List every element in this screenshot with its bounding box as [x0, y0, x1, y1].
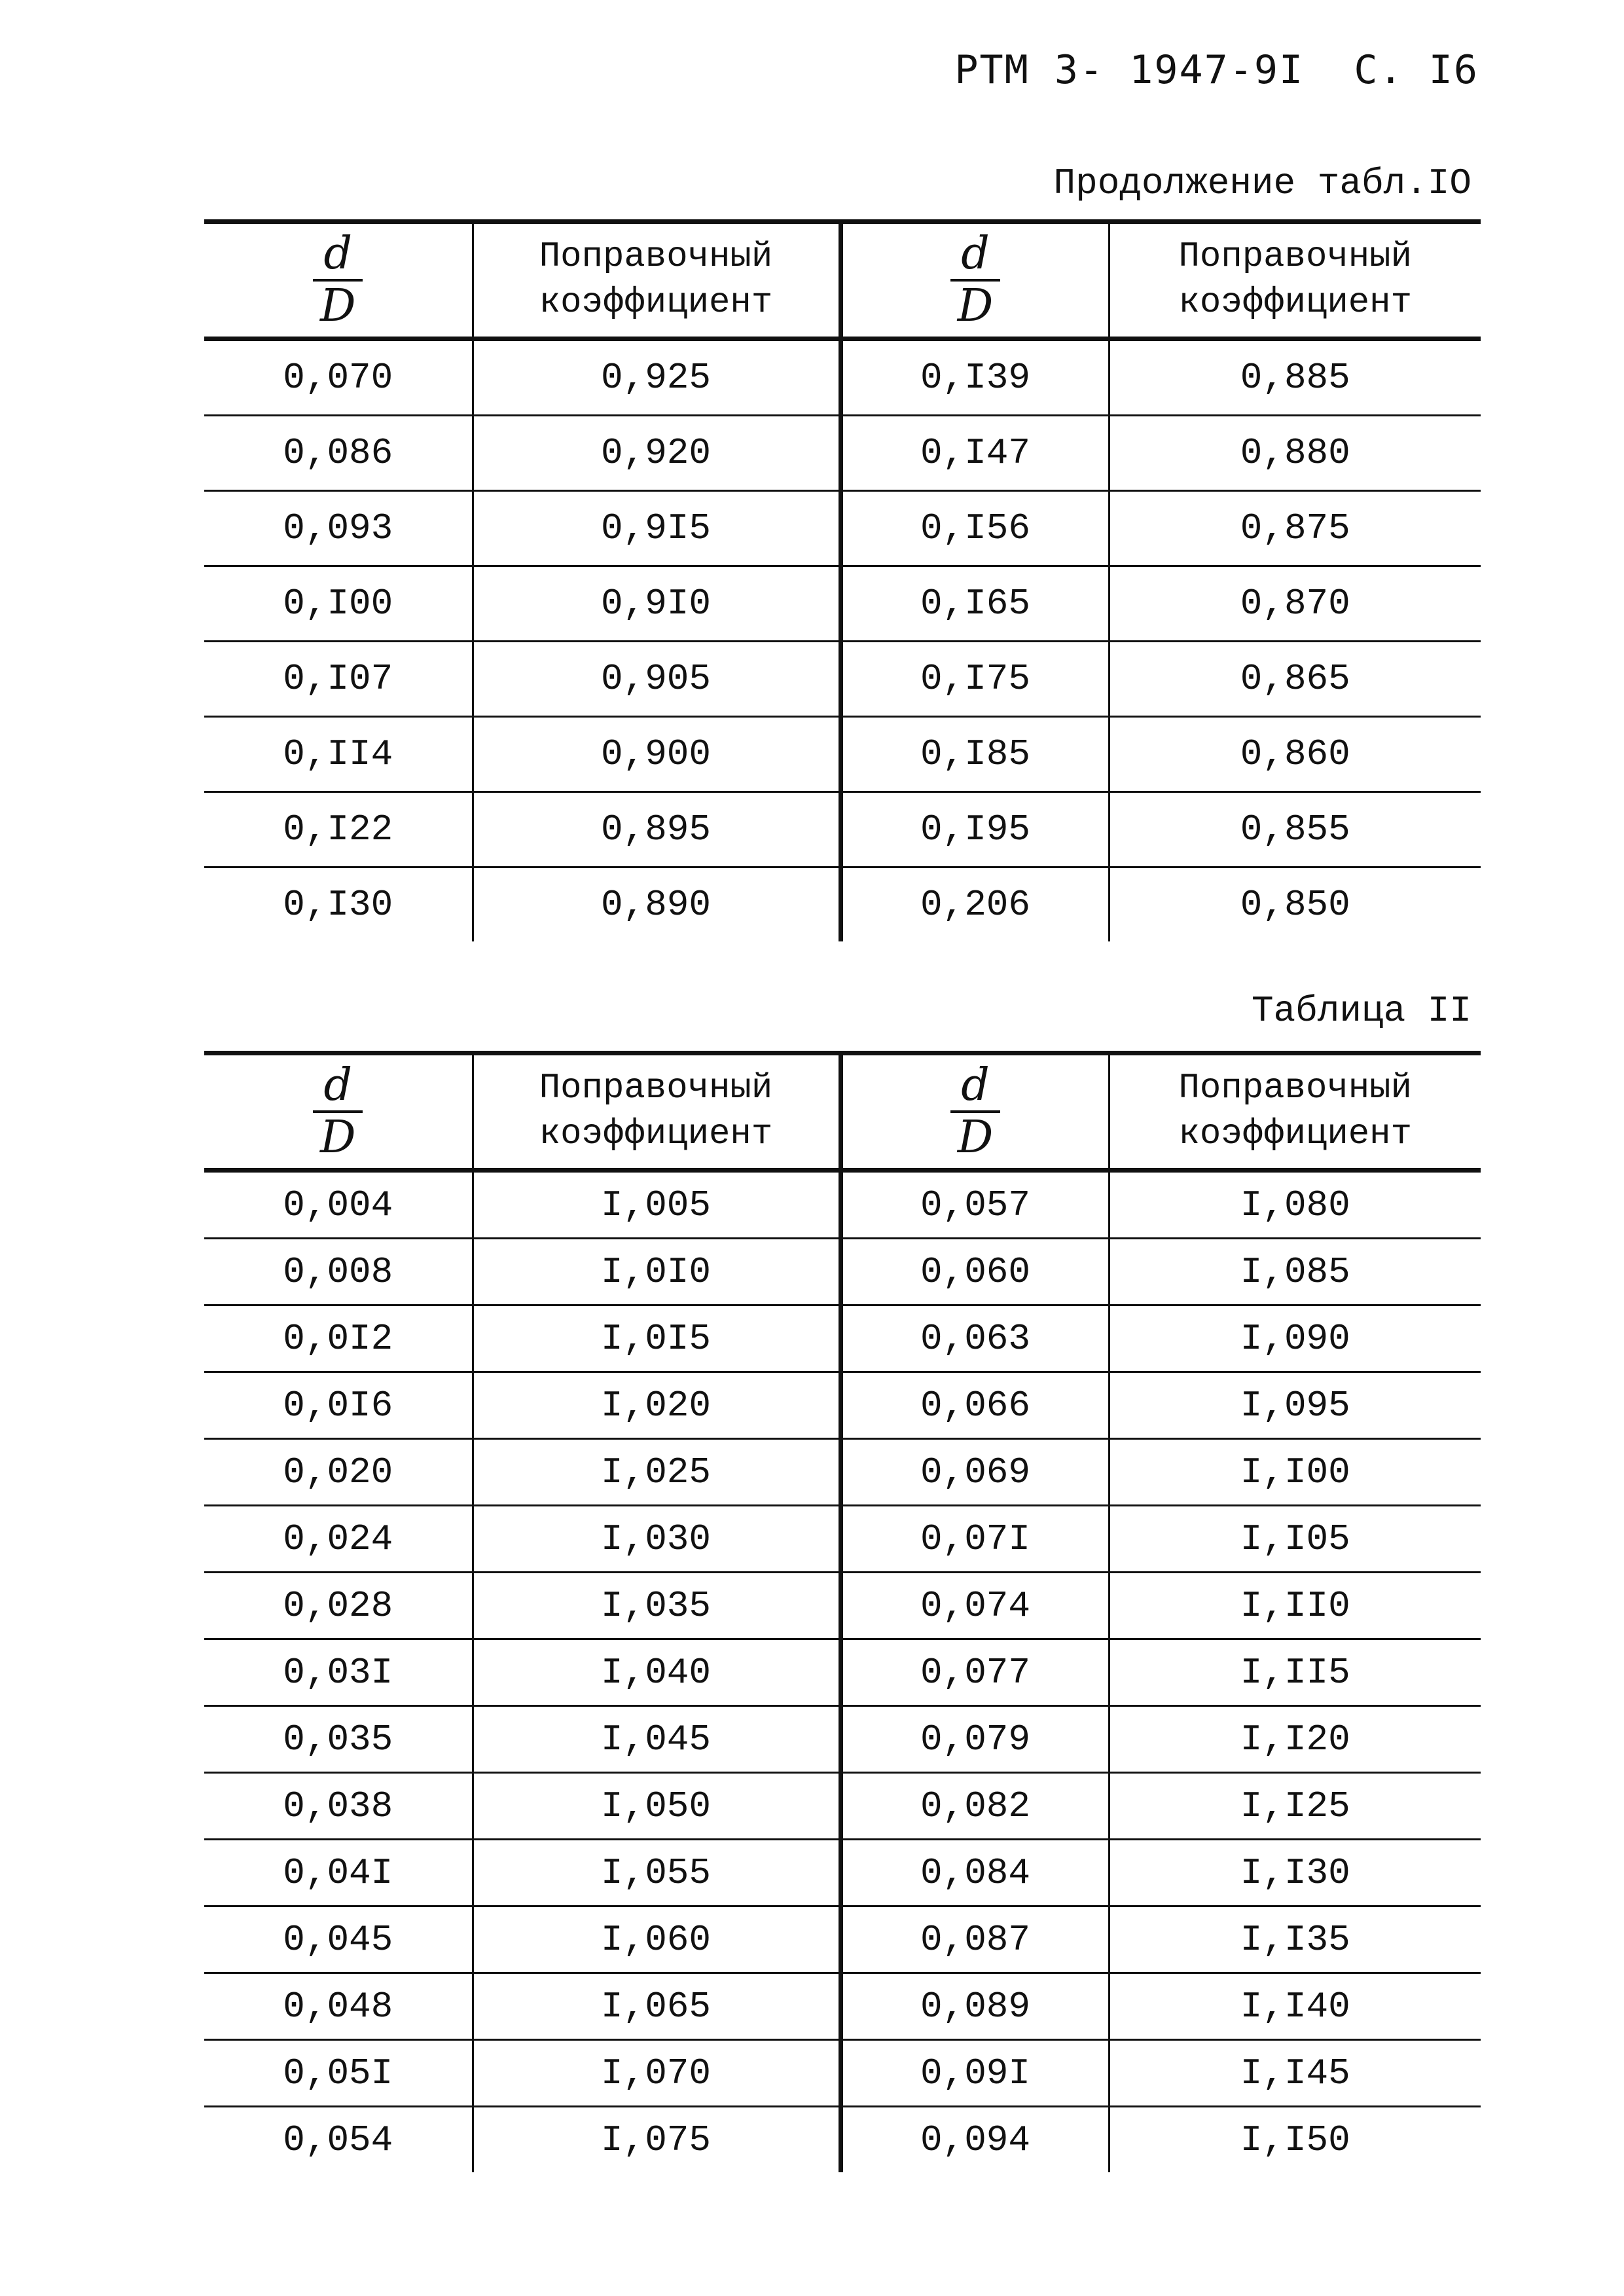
coefficient-cell: I,I00: [1109, 1439, 1481, 1506]
table-row: [204, 1973, 1481, 2040]
coefficient-cell: 0,900: [473, 717, 840, 792]
ratio-header: [840, 1053, 1109, 1171]
table-header-row: [204, 1053, 1481, 1171]
table-11-caption: Таблица II: [1251, 990, 1471, 1032]
coefficient-cell: I,II0: [1109, 1573, 1481, 1639]
coefficient-label-line2: коэффициент: [1178, 283, 1412, 323]
ratio-fraction: [950, 228, 1000, 332]
ratio-cell: 0,028: [204, 1573, 473, 1639]
ratio-header: [204, 222, 473, 339]
ratio-cell: 0,09I: [840, 2040, 1109, 2107]
coefficient-cell: I,035: [473, 1573, 840, 1639]
coefficient-cell: I,075: [473, 2107, 840, 2173]
table-row: [204, 642, 1481, 717]
ratio-cell: 0,I95: [840, 792, 1109, 867]
coefficient-cell: I,0I5: [473, 1305, 840, 1372]
ratio-cell: 0,035: [204, 1706, 473, 1773]
ratio-cell: 0,I65: [840, 566, 1109, 642]
table-row: [204, 1372, 1481, 1439]
coefficient-cell: 0,870: [1109, 566, 1481, 642]
ratio-cell: 0,I07: [204, 642, 473, 717]
table-row: [204, 566, 1481, 642]
table-row: [204, 1840, 1481, 1906]
coefficient-header: [1109, 1053, 1481, 1171]
ratio-cell: 0,093: [204, 491, 473, 566]
table-row: [204, 2040, 1481, 2107]
coefficient-cell: I,030: [473, 1506, 840, 1573]
coefficient-cell: I,I50: [1109, 2107, 1481, 2173]
table-row: [204, 339, 1481, 416]
ratio-cell: 0,05I: [204, 2040, 473, 2107]
ratio-cell: 0,054: [283, 2119, 393, 2161]
table-row: [204, 717, 1481, 792]
table-row: [204, 867, 1481, 942]
ratio-cell: 0,I00: [204, 566, 473, 642]
coefficient-cell: I,070: [473, 2040, 840, 2107]
coefficient-cell: 0,925: [473, 339, 840, 416]
ratio-cell: 0,084: [840, 1840, 1109, 1906]
table-row: [204, 2107, 1481, 2173]
table-header-row: [204, 222, 1481, 339]
coefficient-label: [1179, 234, 1412, 326]
table-row: [204, 1573, 1481, 1639]
coefficient-cell: I,I45: [1109, 2040, 1481, 2107]
coefficient-cell: I,095: [1109, 1372, 1481, 1439]
coefficient-label-line1: Поправочный: [539, 236, 773, 277]
coefficient-cell: I,060: [473, 1906, 840, 1973]
ratio-cell: 0,024: [204, 1506, 473, 1573]
table-11: [204, 1051, 1481, 2172]
ratio-numerator: d: [950, 1063, 1000, 1113]
page-header: [954, 47, 1479, 93]
coefficient-label-line1: Поправочный: [539, 1068, 773, 1108]
ratio-cell: 0,I22: [204, 792, 473, 867]
table-row: [204, 1171, 1481, 1239]
coefficient-cell: I,050: [473, 1773, 840, 1840]
coefficient-cell: I,I25: [1109, 1773, 1481, 1840]
ratio-cell: 0,0I6: [204, 1372, 473, 1439]
coefficient-label-line1: Поправочный: [1178, 1068, 1412, 1108]
ratio-cell: 0,077: [840, 1639, 1109, 1706]
ratio-denominator: D: [957, 1112, 994, 1163]
coefficient-cell: I,065: [473, 1973, 840, 2040]
ratio-cell: 0,I39: [840, 339, 1109, 416]
coefficient-cell: I,I30: [1109, 1840, 1481, 1906]
coefficient-cell: I,045: [473, 1706, 840, 1773]
ratio-cell: 0,060: [840, 1239, 1109, 1305]
coefficient-cell: 0,860: [1109, 717, 1481, 792]
table-body: [204, 1171, 1481, 2173]
coefficient-cell: I,I35: [1109, 1906, 1481, 1973]
coefficient-cell: 0,850: [1109, 867, 1481, 942]
ratio-header: [204, 1053, 473, 1171]
ratio-cell: 0,I47: [840, 416, 1109, 491]
ratio-cell: 0,089: [840, 1973, 1109, 2040]
page-number: С. I6: [1354, 47, 1479, 93]
coefficient-cell: I,025: [473, 1439, 840, 1506]
coefficient-label-line2: коэффициент: [539, 283, 773, 323]
ratio-cell: 0,082: [840, 1773, 1109, 1840]
coefficient-header: [473, 222, 840, 339]
ratio-denominator: D: [319, 280, 356, 332]
coefficient-label: [539, 234, 772, 326]
ratio-cell: 0,048: [204, 1973, 473, 2040]
ratio-cell: 0,0I2: [204, 1305, 473, 1372]
coefficient-label-line2: коэффициент: [1178, 1114, 1412, 1154]
coefficient-label: [539, 1066, 772, 1157]
coefficient-cell: I,I05: [1109, 1506, 1481, 1573]
coefficient-cell: 0,890: [473, 867, 840, 942]
table-row: [204, 1639, 1481, 1706]
ratio-header: [840, 222, 1109, 339]
coefficient-cell: I,0I0: [473, 1239, 840, 1305]
ratio-cell: 0,206: [840, 867, 1109, 942]
coefficient-cell: 0,875: [1109, 491, 1481, 566]
coefficient-label-line1: Поправочный: [1178, 236, 1412, 277]
ratio-cell: 0,070: [204, 339, 473, 416]
coefficient-label: [1179, 1066, 1412, 1157]
coefficient-cell: I,055: [473, 1840, 840, 1906]
ratio-cell: 0,020: [204, 1439, 473, 1506]
table-row: [204, 1506, 1481, 1573]
ratio-cell: 0,03I: [204, 1639, 473, 1706]
ratio-cell: 0,063: [840, 1305, 1109, 1372]
ratio-cell: 0,04I: [204, 1840, 473, 1906]
coefficient-cell: I,II5: [1109, 1639, 1481, 1706]
ratio-cell: 0,079: [840, 1706, 1109, 1773]
coefficient-cell: 0,855: [1109, 792, 1481, 867]
table-row: [204, 491, 1481, 566]
coefficient-cell: 0,865: [1109, 642, 1481, 717]
ratio-cell: 0,086: [204, 416, 473, 491]
ratio-cell: 0,094: [840, 2107, 1109, 2173]
coefficient-cell: I,I40: [1109, 1973, 1481, 2040]
ratio-cell: 0,045: [204, 1906, 473, 1973]
ratio-fraction: [313, 1059, 363, 1163]
table-row: [204, 1305, 1481, 1372]
coefficient-label-line2: коэффициент: [539, 1114, 773, 1154]
ratio-fraction: [950, 1059, 1000, 1163]
ratio-numerator: d: [950, 232, 1000, 282]
ratio-cell: 0,074: [840, 1573, 1109, 1639]
ratio-cell: 0,087: [840, 1906, 1109, 1973]
coefficient-cell: I,085: [1109, 1239, 1481, 1305]
table-row: [204, 416, 1481, 491]
table-row: [204, 1906, 1481, 1973]
coefficient-cell: I,005: [473, 1171, 840, 1239]
ratio-cell: 0,008: [204, 1239, 473, 1305]
table-10-caption: Продолжение табл.IO: [1053, 162, 1471, 204]
coefficient-cell: 0,885: [1109, 339, 1481, 416]
table-body: [204, 339, 1481, 942]
coefficient-cell: I,I20: [1109, 1706, 1481, 1773]
document-code: РТМ 3- 1947-9I: [954, 47, 1305, 93]
ratio-cell: 0,I75: [840, 642, 1109, 717]
coefficient-cell: 0,895: [473, 792, 840, 867]
table-row: [204, 1773, 1481, 1840]
coefficient-cell: I,040: [473, 1639, 840, 1706]
coefficient-header: [473, 1053, 840, 1171]
ratio-cell: 0,057: [840, 1171, 1109, 1239]
table-row: [204, 792, 1481, 867]
coefficient-cell: I,080: [1109, 1171, 1481, 1239]
coefficient-header: [1109, 222, 1481, 339]
table-row: [204, 1439, 1481, 1506]
ratio-fraction: [313, 228, 363, 332]
ratio-denominator: D: [957, 280, 994, 332]
ratio-numerator: d: [313, 232, 363, 282]
ratio-cell: 0,I30: [283, 884, 393, 926]
coefficient-cell: I,020: [473, 1372, 840, 1439]
coefficient-cell: 0,920: [473, 416, 840, 491]
ratio-cell: 0,069: [840, 1439, 1109, 1506]
ratio-cell: 0,I56: [840, 491, 1109, 566]
ratio-cell: 0,I85: [840, 717, 1109, 792]
ratio-cell: 0,038: [204, 1773, 473, 1840]
ratio-denominator: D: [319, 1112, 356, 1163]
coefficient-cell: 0,880: [1109, 416, 1481, 491]
coefficient-cell: 0,905: [473, 642, 840, 717]
coefficient-cell: 0,9I0: [473, 566, 840, 642]
table-row: [204, 1706, 1481, 1773]
ratio-cell: 0,004: [204, 1171, 473, 1239]
table-10: [204, 219, 1481, 941]
coefficient-cell: I,090: [1109, 1305, 1481, 1372]
coefficient-cell: 0,9I5: [473, 491, 840, 566]
table-row: [204, 1239, 1481, 1305]
ratio-numerator: d: [313, 1063, 363, 1113]
ratio-cell: 0,07I: [840, 1506, 1109, 1573]
ratio-cell: 0,II4: [204, 717, 473, 792]
ratio-cell: 0,066: [840, 1372, 1109, 1439]
